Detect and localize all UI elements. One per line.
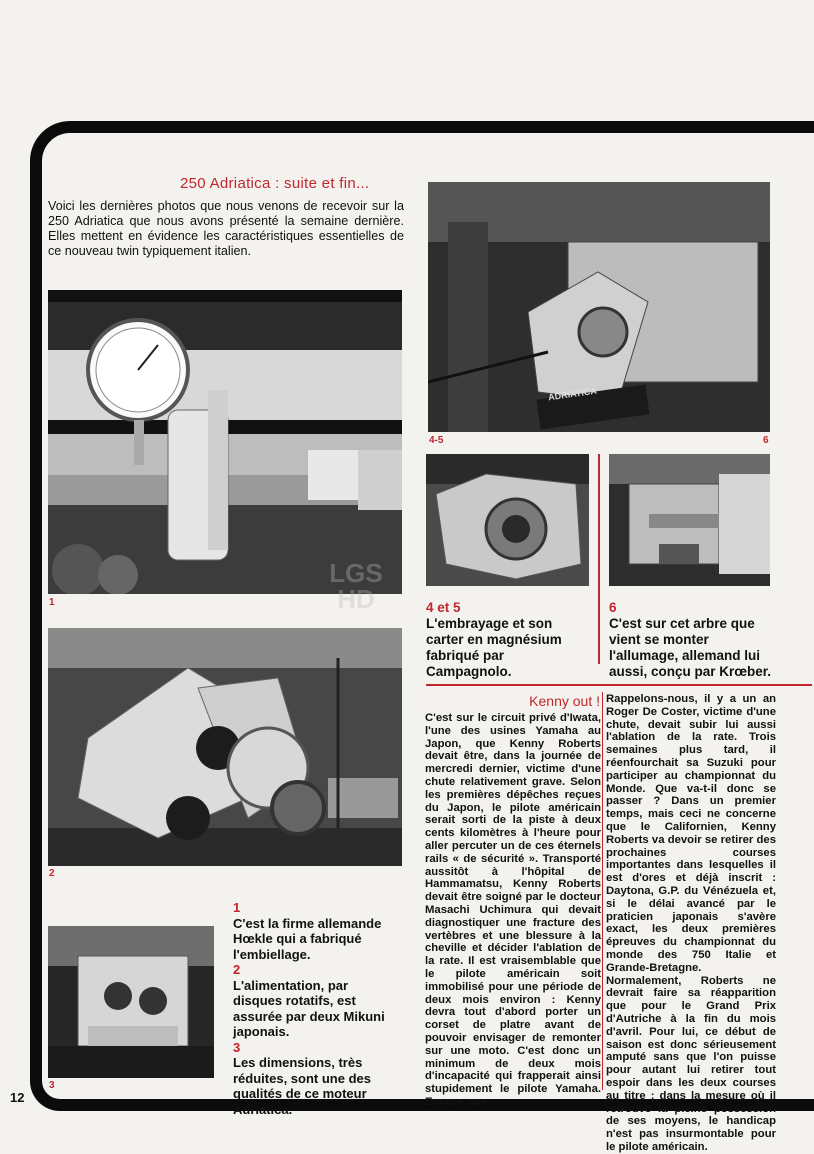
caption-2-number: 2: [233, 962, 241, 977]
photo-clutch-assembly: [428, 182, 770, 432]
figure-label-1: 1: [49, 597, 55, 608]
kenny-article-column-1: C'est sur le circuit privé d'Iwata, l'une des usines Yamaha au Japon, que Kenny Roberts devait être, dans la journée de mercredi dernier, victime d'une chute relativement grave. Selon les premières dépêches reçues du Japon, le pilote américain serait sorti de la piste à deux cents kilomètres à l'heure pour aller percuter un de ces éternels rails « de sécurité ». Transporté aussitôt à l'hôpital de Hammamatsu, Kenny Roberts devait être soigné par le docteur Masachi Uchimura qui devait diagnostiquer une fracture des vertèbres et une blessure à la cheville et décider l'ablation de la rate. Il est vraisemblable que le pilote américain soit immobilisé pour une période de deux mois environ : Kenny devra tout d'abord porter un corset de platre avant de pouvoir envisager de remonter sur une moto. C'est donc un minimum de deux mois d'incapacité qui frapperait ainsi stupidement le pilote Yamaha. Encore que.: [425, 712, 601, 1108]
kenny-article-title: Kenny out !: [529, 693, 600, 709]
caption-group-1-2-3: [233, 900, 398, 1117]
figure-label-2: 2: [49, 868, 55, 879]
photo-clutch-housing: [426, 454, 589, 586]
photo-crankshaft: [48, 290, 402, 594]
red-separator-vertical: [598, 454, 600, 664]
article-title: 250 Adriatica : suite et fin...: [180, 175, 370, 192]
article-intro: Voici les dernières photos que nous venons de recevoir sur la 250 Adriatica que nous avons présenté la semaine dernière. Elles mettent en évidence les caractéristiques essentielles de ce nouveau twin typiquement italien.: [48, 199, 404, 258]
photo-ignition-shaft: [609, 454, 770, 586]
red-separator-horizontal: [426, 684, 812, 686]
page-number: 12: [10, 1090, 25, 1105]
photo-engine-carburettors: [48, 628, 402, 866]
caption-3-text: Les dimensions, très réduites, sont une des qualités de ce moteur Adriatica.: [233, 1055, 371, 1117]
figure-label-6: 6: [763, 435, 769, 446]
caption-1-text: C'est la firme allemande Hœkle qui a fabriqué l'embiellage.: [233, 915, 382, 962]
adriatica-plate-text: ADRIATICA: [547, 385, 598, 403]
caption-3-number: 3: [233, 1039, 241, 1055]
kenny-article-column-2: Rappelons-nous, il y a un an Roger De Coster, victime d'une chute, devait subir lui aussi l'ablation de la rate. Trois semaines plus tard, il réenfourchait sa Suzuki pour participer au championnat du Monde. Que va-t-il donc se passer ? Dans un premier temps, mais ceci ne concerne que le Californien, Kenny Roberts va devoir se retirer des prochaines courses importantes dans lesquelles il est d'ores et déjà inscrit : Daytona, G.P. du Vénézuela et, si le délai avancé par le praticien japonais s'avère exact, les deux premières épreuves du championnat du monde des 750 Italie et Grande-Bretagne. Normalement, Roberts ne devrait faire sa réapparition que pour le Grand Prix d'Autriche à la fin du mois d'avril. Pour lui, ce début de saison est donc sérieusement amputé sans que l'on puisse pour autant lui retirer tout espoir dans les deux courses au titre : dans la mesure où il retrouve la pleine possession de ses moyens, le handicap n'est pas insurmontable pour le pilote américain.: [606, 693, 776, 1153]
figure-label-3: 3: [49, 1080, 55, 1091]
caption-1-number: 1: [233, 900, 241, 915]
photo-engine-compact: [48, 926, 214, 1078]
caption-6-number: 6: [609, 600, 617, 615]
caption-2-text: L'alimentation, par disques rotatifs, est assurée par deux Mikuni japonais.: [233, 977, 385, 1039]
caption-4-5-text: L'embrayage et son carter en magnésium fabriqué par Campagnolo.: [426, 616, 562, 679]
caption-4-5: [426, 600, 591, 680]
figure-label-4-5: 4-5: [429, 435, 444, 446]
caption-4-5-number: 4 et 5: [426, 600, 461, 615]
caption-6: [609, 600, 774, 680]
kenny-column-divider: [602, 692, 603, 1090]
caption-6-text: C'est sur cet arbre que vient se monter l'allumage, allemand lui aussi, conçu par Krœber.: [609, 616, 772, 679]
watermark-logo: LGS HD: [329, 558, 383, 614]
